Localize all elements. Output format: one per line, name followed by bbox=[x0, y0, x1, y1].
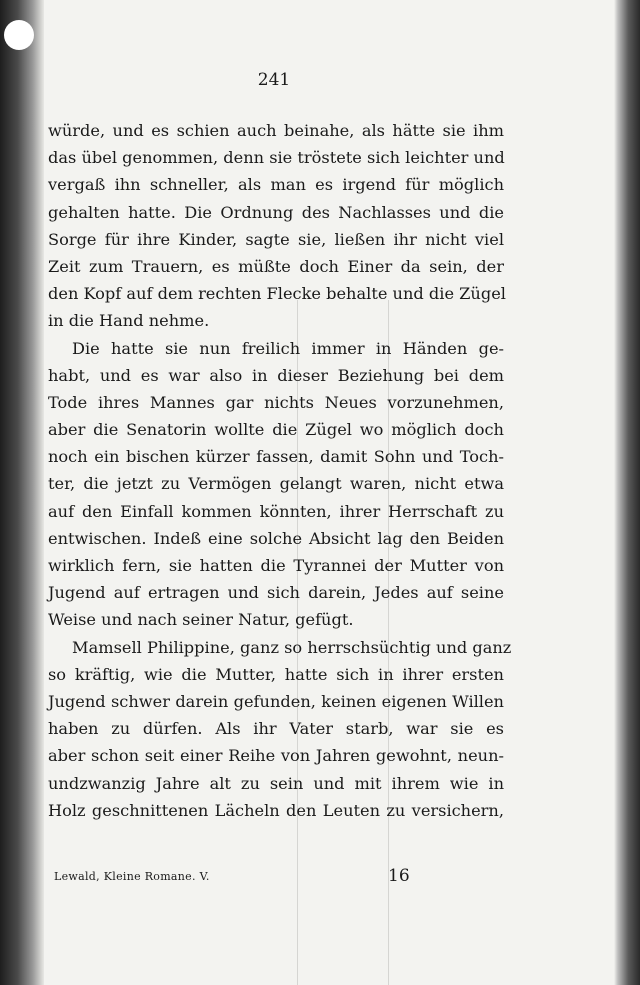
book-page bbox=[44, 0, 614, 985]
text-line: habt, und es war also in dieser Beziehung bei dem bbox=[48, 365, 504, 385]
text-line: Holz geschnittenen Lächeln den Leuten zu versichern, bbox=[48, 800, 504, 820]
text-line: Jugend auf ertragen und sich darein, Jedes auf seine bbox=[48, 583, 504, 603]
text-line: Weise und nach seiner Natur, gefügt. bbox=[48, 610, 354, 630]
text-line: noch ein bischen kürzer fassen, damit Sohn und Toch- bbox=[48, 447, 504, 467]
text-line: das übel genommen, denn sie tröstete sich leichter und bbox=[48, 148, 505, 168]
text-line: würde, und es schien auch beinahe, als hätte sie ihm bbox=[48, 121, 504, 140]
text-line: den Kopf auf dem rechten Flecke behalte und die Zügel bbox=[48, 284, 506, 304]
printer-signature: Lewald, Kleine Romane. V. bbox=[54, 870, 210, 883]
text-line: aber die Senatorin wollte die Zügel wo möglich doch bbox=[48, 420, 504, 440]
text-line: Zeit zum Trauern, es müßte doch Einer da sein, der bbox=[48, 256, 504, 276]
punch-hole bbox=[4, 20, 34, 50]
text-line: so kräftig, wie die Mutter, hatte sich in ihrer ersten bbox=[48, 664, 504, 684]
text-line: Jugend schwer darein gefunden, keinen eigenen Willen bbox=[48, 691, 504, 711]
text-line: undzwanzig Jahre alt zu sein und mit ihrem wie in bbox=[48, 773, 504, 793]
sheet-number: 16 bbox=[388, 866, 410, 886]
scan-shadow-right bbox=[614, 0, 640, 985]
text-line: in die Hand nehme. bbox=[48, 311, 210, 331]
text-line: Mamsell Philippine, ganz so herrschsüchtig und ganz bbox=[72, 637, 512, 657]
text-line: haben zu dürfen. Als ihr Vater starb, war sie es bbox=[48, 719, 504, 739]
text-line: ter, die jetzt zu Vermögen gelangt waren, nicht etwa bbox=[48, 474, 504, 494]
text-line: gehalten hatte. Die Ordnung des Nachlasses und die bbox=[48, 202, 504, 222]
text-line: Sorge für ihre Kinder, sagte sie, ließen ihr nicht viel bbox=[48, 229, 504, 249]
page-footer bbox=[48, 866, 504, 890]
page-number: 241 bbox=[257, 70, 291, 90]
text-line: auf den Einfall kommen könnten, ihrer Herrschaft zu bbox=[48, 501, 504, 521]
text-line: wirklich fern, sie hatten die Tyrannei der Mutter von bbox=[48, 556, 504, 575]
text-line: vergaß ihn schneller, als man es irgend für möglich bbox=[48, 175, 504, 195]
text-line: Tode ihres Mannes gar nichts Neues vorzunehmen, bbox=[48, 392, 504, 412]
text-line: Die hatte sie nun freilich immer in Händen ge- bbox=[72, 338, 504, 358]
scan-shadow-left bbox=[0, 0, 44, 985]
body-text bbox=[48, 117, 512, 824]
text-line: aber schon seit einer Reihe von Jahren gewohnt, neun- bbox=[48, 746, 504, 766]
text-line: entwischen. Indeß eine solche Absicht lag den Beiden bbox=[48, 528, 504, 548]
